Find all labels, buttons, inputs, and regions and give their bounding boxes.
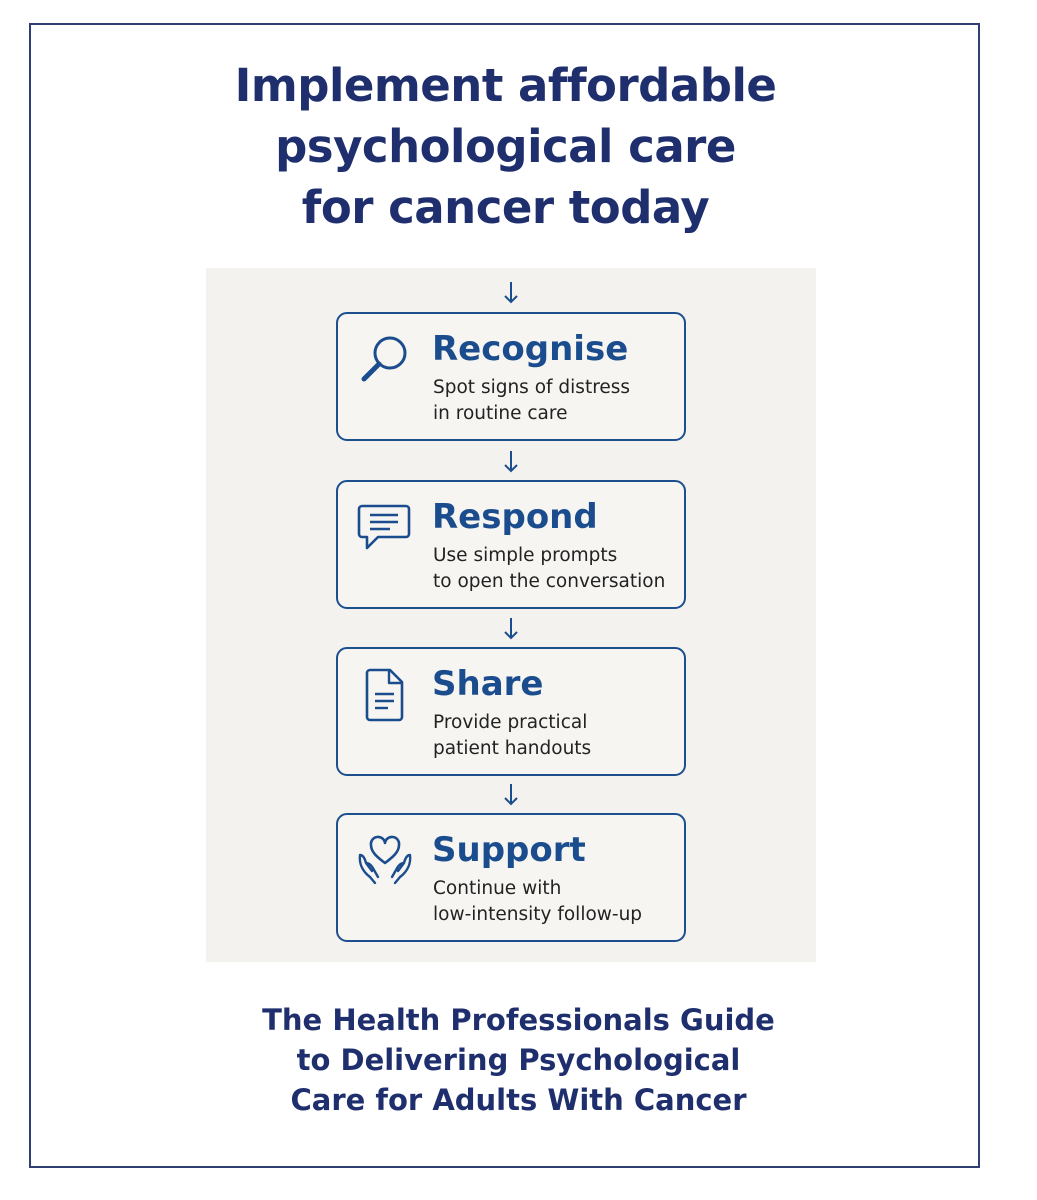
down-arrow-icon [502, 280, 520, 306]
document-icon [356, 667, 414, 725]
guide-title-line-1: The Health Professionals Guide [262, 1003, 775, 1037]
down-arrow-icon [502, 449, 520, 475]
headline-line-1: Implement affordable [234, 59, 777, 112]
step-description-line: Use simple prompts [433, 545, 618, 566]
step-description-line: Provide practical [433, 712, 588, 733]
step-card-support [336, 813, 686, 942]
step-description [433, 375, 630, 427]
headline-line-3: for cancer today [301, 181, 710, 234]
step-description-line: to open the conversation [433, 571, 666, 592]
flow-diagram [206, 268, 816, 962]
guide-title-line-2: to Delivering Psychological [296, 1043, 741, 1077]
step-title: Support [432, 830, 586, 870]
step-description-line: patient handouts [433, 738, 592, 759]
step-card-share [336, 647, 686, 776]
down-arrow-icon [502, 782, 520, 808]
guide-title-line-3: Care for Adults With Cancer [290, 1083, 747, 1117]
down-arrow-icon [502, 616, 520, 642]
step-title: Recognise [432, 329, 629, 369]
step-description-line: low-intensity follow-up [433, 904, 643, 925]
headline [0, 55, 1011, 238]
headline-line-2: psychological care [275, 120, 736, 173]
step-description [433, 710, 591, 762]
speech-bubble-icon [356, 500, 414, 558]
step-description [433, 543, 665, 595]
step-description [433, 876, 642, 928]
step-description-line: Continue with [433, 878, 562, 899]
guide-title [0, 1000, 1037, 1120]
magnifying-glass-icon [356, 332, 414, 390]
step-card-recognise [336, 312, 686, 441]
step-description-line: in routine care [433, 403, 568, 424]
step-card-respond [336, 480, 686, 609]
hands-heart-icon [356, 833, 414, 891]
step-title: Share [432, 664, 544, 704]
step-description-line: Spot signs of distress [433, 377, 631, 398]
step-title: Respond [432, 497, 598, 537]
